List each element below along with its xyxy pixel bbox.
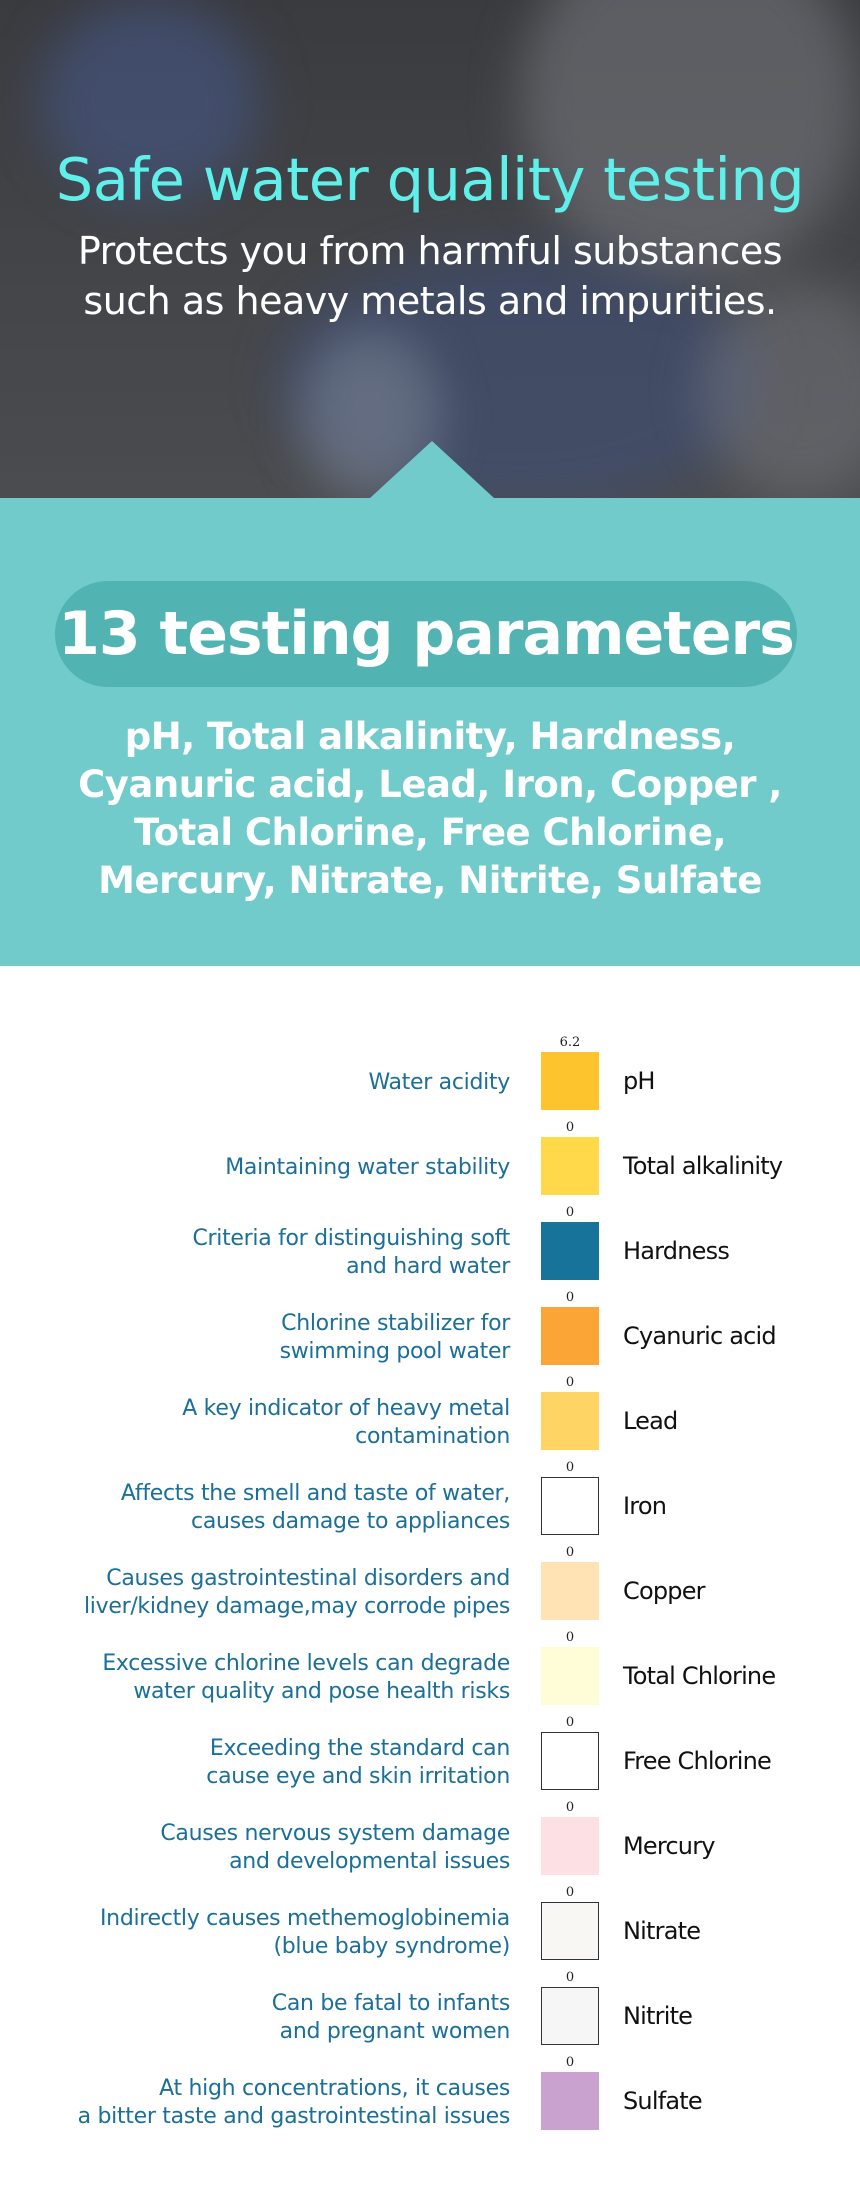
swatch-value: 0 <box>565 1120 575 1135</box>
swatch-value: 0 <box>565 2055 575 2070</box>
parameter-name: Copper <box>623 1577 705 1605</box>
swatch-value: 0 <box>565 1630 575 1645</box>
color-swatch <box>541 1647 599 1705</box>
swatch-value: 0 <box>565 1800 575 1815</box>
swatch-value: 0 <box>565 1545 575 1560</box>
parameter-name: Mercury <box>623 1832 715 1860</box>
swatch-value: 0 <box>565 1885 575 1900</box>
color-swatch <box>541 1392 599 1450</box>
hero-title: Safe water quality testing <box>55 145 805 214</box>
swatch-value: 0 <box>565 1715 575 1730</box>
parameter-name: Nitrite <box>623 2002 693 2030</box>
parameter-description: Causes nervous system damage and developmental issues <box>160 1821 510 1874</box>
parameter-name: Lead <box>623 1407 678 1435</box>
color-swatch <box>541 1052 599 1110</box>
color-swatch <box>541 1562 599 1620</box>
color-swatch <box>541 1817 599 1875</box>
color-swatch <box>541 1732 599 1790</box>
hero-subtitle: Protects you from harmful substances such as heavy metals and impurities. <box>77 229 783 323</box>
parameter-description: Water acidity <box>368 1070 510 1095</box>
parameter-name: Sulfate <box>623 2087 702 2115</box>
swatch-value: 0 <box>565 1205 575 1220</box>
parameter-name: Nitrate <box>623 1917 701 1945</box>
parameter-name: Total alkalinity <box>623 1152 783 1180</box>
parameter-description: Chlorine stabilizer for swimming pool water <box>279 1311 510 1364</box>
color-swatch <box>541 1307 599 1365</box>
parameter-description: Criteria for distinguishing soft and hard water <box>192 1226 510 1279</box>
parameter-name: Cyanuric acid <box>623 1322 776 1350</box>
parameter-row <box>0 1800 860 1890</box>
parameter-description: At high concentrations, it causes a bitter taste and gastrointestinal issues <box>77 2076 510 2129</box>
parameter-description: Causes gastrointestinal disorders and liver/kidney damage,may corrode pipes <box>84 1566 510 1619</box>
parameter-name: Free Chlorine <box>623 1747 771 1775</box>
swatch-value: 0 <box>565 1460 575 1475</box>
parameter-row <box>0 2055 860 2145</box>
color-swatch <box>541 1987 599 2045</box>
parameters-list: pH, Total alkalinity, Hardness, Cyanuric acid, Lead, Iron, Copper , Total Chlorine, Free Chlorine, Mercury, Nitrate, Nitrite, Sulfate <box>78 715 782 902</box>
parameters-heading-pill <box>55 581 797 687</box>
parameter-name: Hardness <box>623 1237 730 1265</box>
parameter-description: Exceeding the standard can cause eye and skin irritation <box>206 1736 510 1789</box>
parameter-description: Indirectly causes methemoglobinemia (blue baby syndrome) <box>99 1906 510 1959</box>
hero-banner <box>0 0 860 498</box>
parameter-name: Iron <box>623 1492 667 1520</box>
parameter-row <box>0 1545 860 1635</box>
parameter-row <box>0 1630 860 1720</box>
parameter-name: Total Chlorine <box>623 1662 776 1690</box>
parameter-row <box>0 1290 860 1380</box>
parameter-row <box>0 1120 860 1210</box>
color-swatch <box>541 1902 599 1960</box>
color-swatch <box>541 1137 599 1195</box>
swatch-value: 0 <box>565 1375 575 1390</box>
parameter-description: Excessive chlorine levels can degrade water quality and pose health risks <box>102 1651 510 1704</box>
parameter-row <box>0 1035 860 1125</box>
color-swatch <box>541 2072 599 2130</box>
parameter-row <box>0 1970 860 2060</box>
swatch-value: 0 <box>565 1290 575 1305</box>
parameter-row <box>0 1375 860 1465</box>
swatch-value: 0 <box>565 1970 575 1985</box>
section-arrow <box>370 441 494 498</box>
parameter-description: Affects the smell and taste of water, causes damage to appliances <box>120 1481 510 1534</box>
parameter-name: pH <box>623 1067 655 1095</box>
parameter-row <box>0 1885 860 1975</box>
parameter-description: Maintaining water stability <box>225 1155 510 1180</box>
swatch-value: 6.2 <box>559 1035 581 1050</box>
parameter-row <box>0 1460 860 1550</box>
parameter-row <box>0 1715 860 1805</box>
parameters-heading: 13 testing parameters <box>58 599 794 669</box>
color-swatch <box>541 1222 599 1280</box>
color-swatch <box>541 1477 599 1535</box>
parameter-row <box>0 1205 860 1295</box>
parameters-section <box>0 498 860 966</box>
parameter-description: Can be fatal to infants and pregnant women <box>271 1991 510 2044</box>
parameter-description: A key indicator of heavy metal contamination <box>182 1396 510 1449</box>
